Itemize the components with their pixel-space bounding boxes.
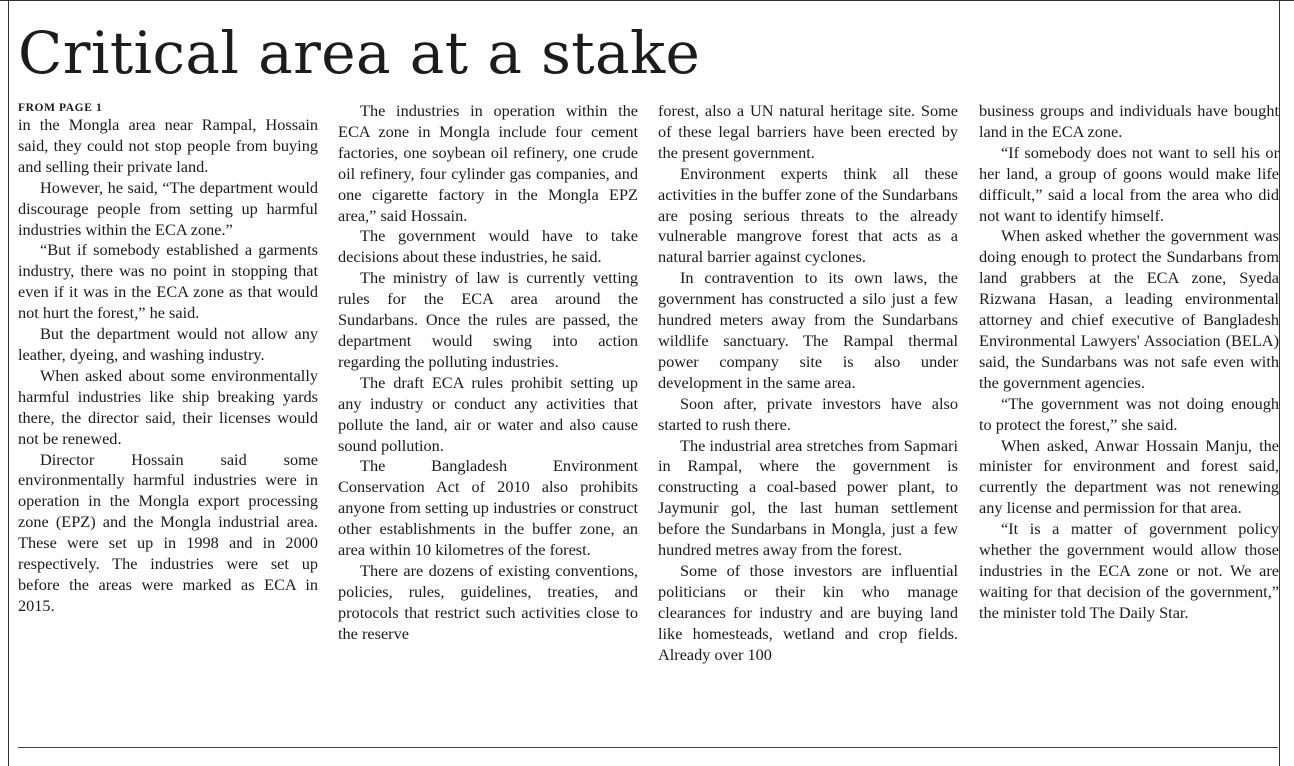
paragraph: The industries in operation within the ECA zone in Mongla include four cement factories, one soybean oil refinery, one crude oil refinery, four cylinder gas companies, and one cigarette factory in the Mongla EPZ area,” said Hossain. — [338, 101, 638, 225]
bottom-rule — [18, 747, 1278, 748]
paragraph: There are dozens of existing conventions, policies, rules, guidelines, treaties, and protocols that restrict such activities close to the reserve — [338, 560, 638, 643]
paragraph: Environment experts think all these activities in the buffer zone of the Sundarbans are posing serious threats to the already vulnerable mangrove forest that acts as a natural barrier against cyclones. — [658, 163, 958, 267]
paragraph: When asked whether the government was doing enough to protect the Sundarbans from land grabbers at the ECA zone, Syeda Rizwana Hasan, a leading environmental attorney and chief executive of Bangladesh Environmental Lawyers' Association (BELA) said, the Sundarbans was not safe even with the government agencies. — [979, 226, 1279, 392]
paragraph: Director Hossain said some environmentally harmful industries were in operation in the Mongla export processing zone (EPZ) and the Mongla industrial area. These were set up in 1998 and in 2000 respectively. The industries were set up before the areas were marked as ECA in 2015. — [18, 449, 318, 615]
paragraph: When asked, Anwar Hossain Manju, the minister for environment and forest said, currently the department was not renewing any license and permission for that area. — [979, 435, 1279, 518]
paragraph: forest, also a UN natural heritage site. Some of these legal barriers have been erected by the present government. — [658, 101, 958, 162]
paragraph: “The government was not doing enough to protect the forest,” she said. — [979, 393, 1279, 434]
paragraph: In contravention to its own laws, the government has constructed a silo just a few hundred meters away from the Sundarbans wildlife sanctuary. The Rampal thermal power company site is also under development in the same area. — [658, 268, 958, 392]
article-column-2 — [338, 101, 638, 741]
paragraph: When asked about some environmentally harmful industries like ship breaking yards there, the director said, their licenses would not be renewed. — [18, 365, 318, 448]
paragraph: “It is a matter of government policy whether the government would allow those industries in the ECA zone or not. We are waiting for that decision of the government,” the minister told The Daily Star. — [979, 519, 1279, 622]
article-column-3 — [658, 101, 958, 741]
paragraph: But the department would not allow any leather, dyeing, and washing industry. — [18, 324, 318, 364]
paragraph: However, he said, “The department would discourage people from setting up harmful industries within the ECA zone.” — [18, 177, 318, 239]
kicker-from-page: FROM PAGE 1 — [18, 102, 103, 114]
paragraph: The draft ECA rules prohibit setting up any industry or conduct any activities that pollute the land, air or water and also cause sound pollution. — [338, 372, 638, 455]
paragraph: The industrial area stretches from Sapmari in Rampal, where the government is constructing a coal-based power plant, to Jaymunir gol, the last human settlement before the Sundarbans in Mongla, just a few hundred metres away from the forest. — [658, 435, 958, 560]
paragraph: The ministry of law is currently vetting rules for the ECA area around the Sundarbans. Once the rules are passed, the department would swing into action regarding the polluting industries. — [338, 268, 638, 371]
paragraph: The Bangladesh Environment Conservation Act of 2010 also prohibits anyone from setting up industries or construct other establishments in the buffer zone, an area within 10 kilometres of the forest. — [338, 456, 638, 560]
left-page-rule — [8, 0, 9, 766]
top-rule — [0, 0, 1294, 1]
paragraph: The government would have to take decisions about these industries, he said. — [338, 226, 638, 267]
right-page-rule — [1279, 0, 1280, 766]
paragraph: Soon after, private investors have also started to rush there. — [658, 393, 958, 434]
paragraph: business groups and individuals have bought land in the ECA zone. — [979, 101, 1279, 141]
headline: Critical area at a stake — [18, 19, 701, 87]
paragraph: “If somebody does not want to sell his or her land, a group of goons would make life difficult,” said a local from the area who did not want to identify himself. — [979, 142, 1279, 225]
paragraph: Some of those investors are influential politicians or their kin who manage clearances for industry and are buying land like homesteads, wetland and crop fields. Already over 100 — [658, 560, 958, 664]
article-column-4 — [979, 101, 1279, 741]
paragraph: “But if somebody established a garments industry, there was no point in stopping that even if it was in the ECA zone as that would not hurt the forest,” he said. — [18, 240, 318, 323]
article-column-1 — [18, 101, 318, 741]
paragraph: in the Mongla area near Rampal, Hossain said, they could not stop people from buying and selling their private land. — [18, 115, 318, 176]
